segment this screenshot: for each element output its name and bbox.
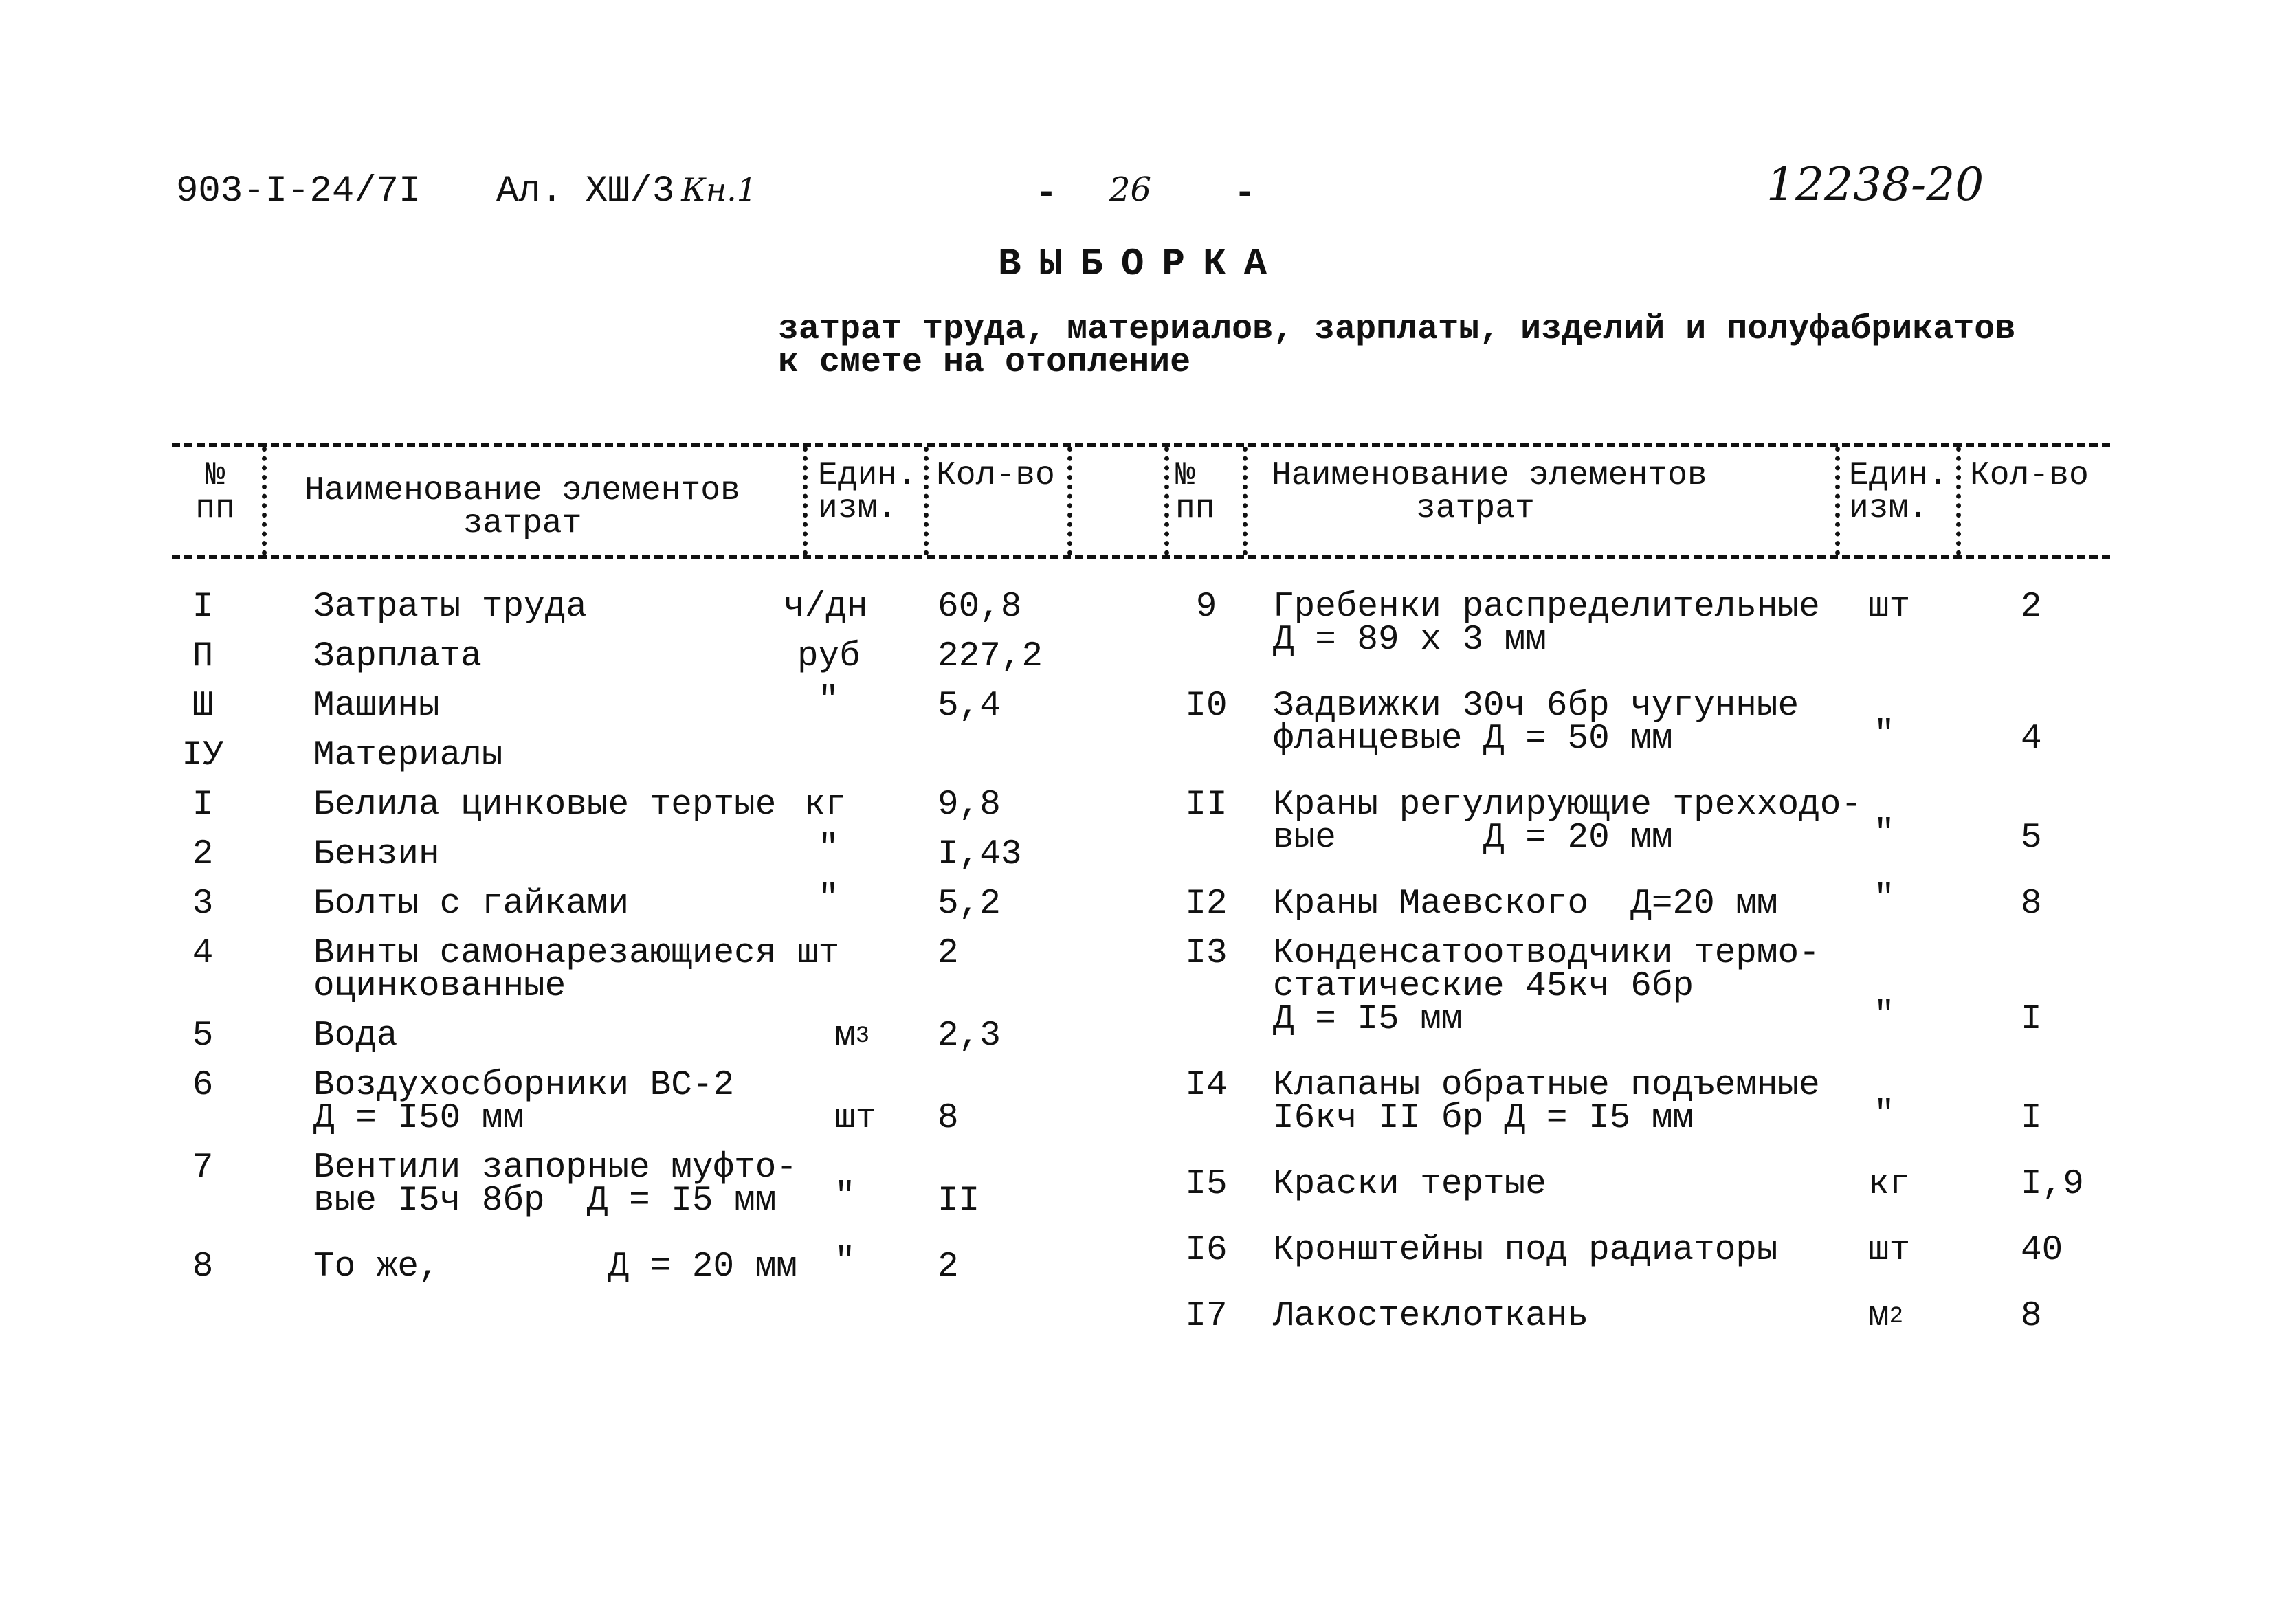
item-qty: 2 [938,1247,959,1287]
document-code: 903-I-24/7I [176,170,421,212]
item-qty: 40 [2021,1231,2063,1270]
item-unit: " [834,1177,856,1216]
subtitle-line-1: затрат труда, материалов, зарплаты, изделий и полуфабрикатов [778,310,2016,349]
item-qty: 8 [938,1099,959,1138]
item-name: Винты самонарезающиеся оцинкованные [313,934,777,1006]
column-divider [1243,447,1248,555]
row-number: I6 [1185,1231,1228,1270]
inventory-number: 12238-20 [1766,158,1984,211]
row-number: I3 [1185,934,1228,973]
row-number: 2 [192,835,214,874]
album-number: Ал. ХШ/3 [496,170,675,212]
album-book-handwritten: Кн.1 [681,171,757,208]
row-number: I [192,786,214,825]
column-divider [1067,447,1072,555]
item-unit: " [834,1242,856,1281]
item-unit: " [1874,715,1895,755]
item-qty: 2 [938,934,959,973]
column-divider [1835,447,1840,555]
album-reference [496,170,757,212]
row-number: I5 [1185,1165,1228,1204]
row-number: П [192,637,214,676]
table-header-rule [172,555,2110,559]
header-qty: Кол-во [936,457,1055,494]
item-qty: 60,8 [938,588,1022,627]
column-divider [1164,447,1169,555]
item-qty: 9,8 [938,786,1001,825]
item-unit: кг [1868,1165,1911,1204]
item-qty: I,43 [938,835,1022,874]
header-unit: Един. изм. [1849,457,1949,527]
item-qty: II [938,1181,980,1221]
column-divider [1956,447,1961,555]
item-unit: ч/дн [784,588,868,627]
item-unit: кг [804,786,847,825]
document-title: ВЫБОРКА [998,242,1285,286]
table-top-rule [172,443,2110,447]
row-number: 9 [1195,588,1217,627]
item-unit: " [1874,814,1895,854]
page-number: 26 [1109,170,1152,209]
item-unit: руб [797,637,861,676]
item-qty: 8 [2021,885,2042,924]
header-num: № пп [1175,457,1215,527]
row-number: I4 [1185,1066,1228,1105]
item-name: Лакостеклоткань [1273,1297,1589,1336]
row-number: 3 [192,885,214,924]
row-number: Ш [192,687,214,726]
item-name: Вентили запорные муфто- вые I5ч 8бр Д = I5 мм [313,1148,797,1221]
item-unit: $м^3$ [834,1016,870,1056]
item-name: Воздухосборники ВС-2 Д = I50 мм [313,1066,735,1138]
row-number: I7 [1185,1297,1228,1336]
item-qty: 227,2 [938,637,1043,676]
column-divider [924,447,929,555]
item-qty: 8 [2021,1297,2042,1336]
item-qty: 5 [2021,819,2042,858]
item-name: Машины [313,687,440,726]
page-dash-right: - [1234,173,1256,215]
row-number: 5 [192,1016,214,1056]
item-unit: $м^2$ [1868,1297,1904,1336]
item-unit: " [818,879,839,918]
header-num: № пп [195,457,235,527]
header-qty: Кол-во [1970,457,2089,494]
item-unit: " [818,681,839,720]
item-unit: шт [1868,588,1911,627]
column-divider [262,447,267,555]
item-qty: 2 [2021,588,2042,627]
item-name: Материалы [313,736,503,775]
item-qty: I,9 [2021,1165,2084,1204]
item-name: Вода [313,1016,398,1056]
row-number: 6 [192,1066,214,1105]
item-name: Гребенки распределительные Д = 89 х 3 мм [1273,588,1820,660]
item-name: Краны регулирующие трехходо- вые Д = 20 мм [1273,786,1862,858]
item-unit: " [818,830,839,869]
item-name: То же, Д = 20 мм [313,1247,797,1287]
item-name: Задвижки 30ч 6бр чугунные фланцевые Д = 50 мм [1273,687,1799,759]
item-name: Краны Маевского Д=20 мм [1273,885,1778,924]
row-number: 4 [192,934,214,973]
item-unit: " [1874,879,1895,918]
header-unit: Един. изм. [818,457,918,527]
item-name: Болты с гайками [313,885,630,924]
row-number: I2 [1185,885,1228,924]
row-number: 8 [192,1247,214,1287]
item-unit: шт [1868,1231,1911,1270]
item-unit: " [1874,1095,1895,1134]
row-number: II [1185,786,1228,825]
item-unit: " [1874,996,1895,1035]
page-dash-left: - [1035,173,1058,215]
item-qty: 2,3 [938,1016,1001,1056]
item-name: Конденсатоотводчики термо- статические 45кч 6бр Д = I5 мм [1273,934,1820,1039]
item-name: Зарплата [313,637,482,676]
row-number: I0 [1185,687,1228,726]
header-name: Наименование элементов затрат [1272,457,1707,527]
item-name: Бензин [313,835,440,874]
item-name: Краски тертые [1273,1165,1546,1204]
item-qty: I [2021,1099,2042,1138]
item-name: Кронштейны под радиаторы [1273,1231,1778,1270]
item-name: Белила цинковые тертые [313,786,777,825]
item-qty: 4 [2021,720,2042,759]
item-unit: шт [797,934,840,973]
item-qty: 5,2 [938,885,1001,924]
row-number: IУ [181,736,224,775]
row-number: 7 [192,1148,214,1188]
subtitle-line-2: к смете на отопление [778,343,1191,382]
row-number: I [192,588,214,627]
item-qty: 5,4 [938,687,1001,726]
item-unit: шт [834,1099,877,1138]
item-name: Затраты труда [313,588,587,627]
column-divider [803,447,808,555]
header-name: Наименование элементов затрат [304,472,740,542]
item-qty: I [2021,1000,2042,1039]
item-name: Клапаны обратные подъемные I6кч II бр Д = I5 мм [1273,1066,1820,1138]
